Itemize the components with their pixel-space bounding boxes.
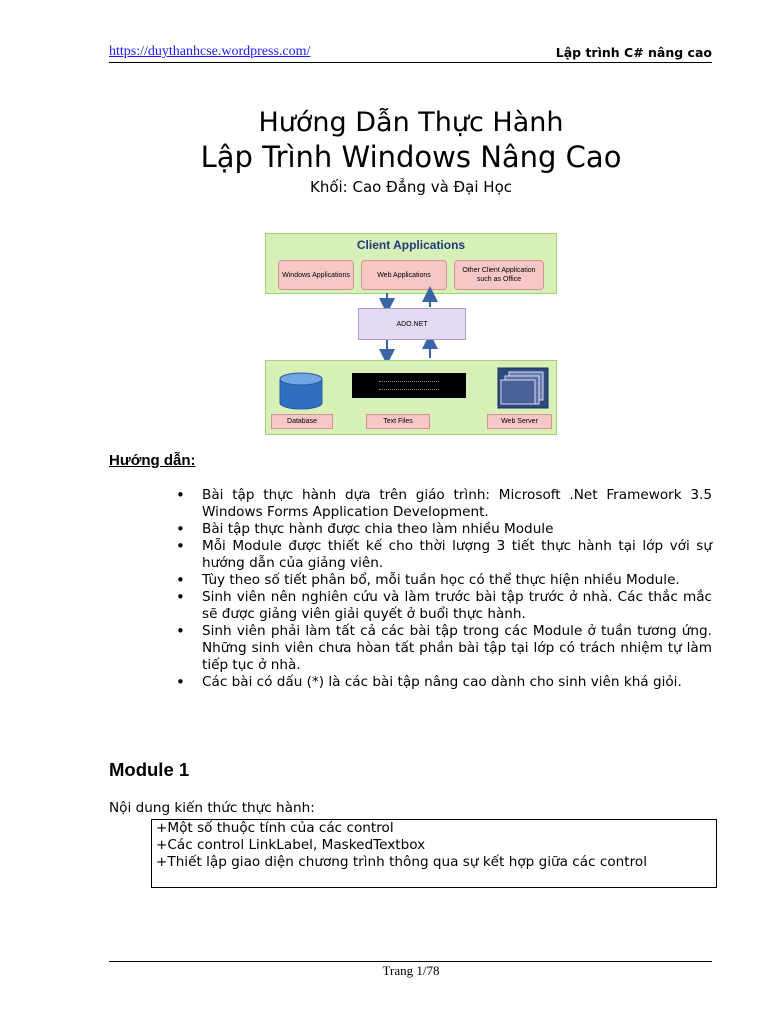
header-divider <box>109 62 712 63</box>
windows-applications-box: Windows Applications <box>278 260 354 290</box>
guide-item: • Bài tập thực hành dựa trên giáo trình: Microsoft .Net Framework 3.5 Windows Forms Application Development. <box>174 487 712 521</box>
module-content-box <box>151 819 717 888</box>
text-files-label: Text Files <box>366 414 430 429</box>
page-number: Trang 1/78 <box>382 963 440 978</box>
module-content-line: +Thiết lập giao diện chương trình thông qua sự kết hợp giữa các control <box>156 854 647 870</box>
guide-item: • Sinh viên nên nghiên cứu và làm trước bài tập trước ở nhà. Các thắc mắc sẽ được giảng viên giải quyết ở buổi thực hành. <box>174 589 712 623</box>
guide-list <box>174 487 712 691</box>
adonet-box: ADO.NET <box>358 308 466 340</box>
doc-title-line1: Hướng Dẫn Thực Hành <box>258 107 564 138</box>
header-course-title: Lập trình C# nâng cao <box>555 45 712 60</box>
client-applications-title: Client Applications <box>356 238 466 252</box>
data-sources-box <box>265 360 557 435</box>
module-content-line: +Một số thuộc tính của các control <box>156 820 394 836</box>
doc-subtitle: Khối: Cao Đẳng và Đại Học <box>309 178 513 196</box>
guide-item: • Tùy theo số tiết phân bổ, mỗi tuần học có thể thực hiện nhiều Module. <box>174 572 712 589</box>
module-intro: Nội dung kiến thức thực hành: <box>109 800 315 816</box>
module-content-line: +Các control LinkLabel, MaskedTextbox <box>156 837 426 853</box>
guide-heading: Hướng dẫn: <box>109 452 196 469</box>
other-client-applications-box: Other Client Application such as Office <box>454 260 544 290</box>
text-files-icon <box>352 373 466 398</box>
guide-item: • Sinh viên phải làm tất cả các bài tập trong các Module ở tuần tương ứng. Những sinh viên chưa hòan tất phần bài tập tại lớp có trách nhiệm tự làm tiếp tục ở nhà. <box>174 623 712 674</box>
doc-title-line2: Lập Trình Windows Nâng Cao <box>200 140 622 174</box>
web-applications-box: Web Applications <box>361 260 447 290</box>
web-server-label: Web Server <box>487 414 552 429</box>
module-heading: Module 1 <box>109 759 190 780</box>
guide-item: • Các bài có dấu (*) là các bài tập nâng cao dành cho sinh viên khá giỏi. <box>174 674 712 691</box>
database-label: Database <box>271 414 333 429</box>
database-icon <box>278 372 324 410</box>
guide-item: • Mỗi Module được thiết kế cho thời lượng 3 tiết thực hành tại lớp với sự hướng dẫn của giảng viên. <box>174 538 712 572</box>
architecture-diagram <box>265 233 557 435</box>
footer-divider <box>109 961 712 962</box>
guide-item: • Bài tập thực hành được chia theo làm nhiều Module <box>174 521 712 538</box>
web-server-icon <box>497 367 549 409</box>
header-site-link[interactable]: https://duythanhcse.wordpress.com/ <box>109 44 311 59</box>
